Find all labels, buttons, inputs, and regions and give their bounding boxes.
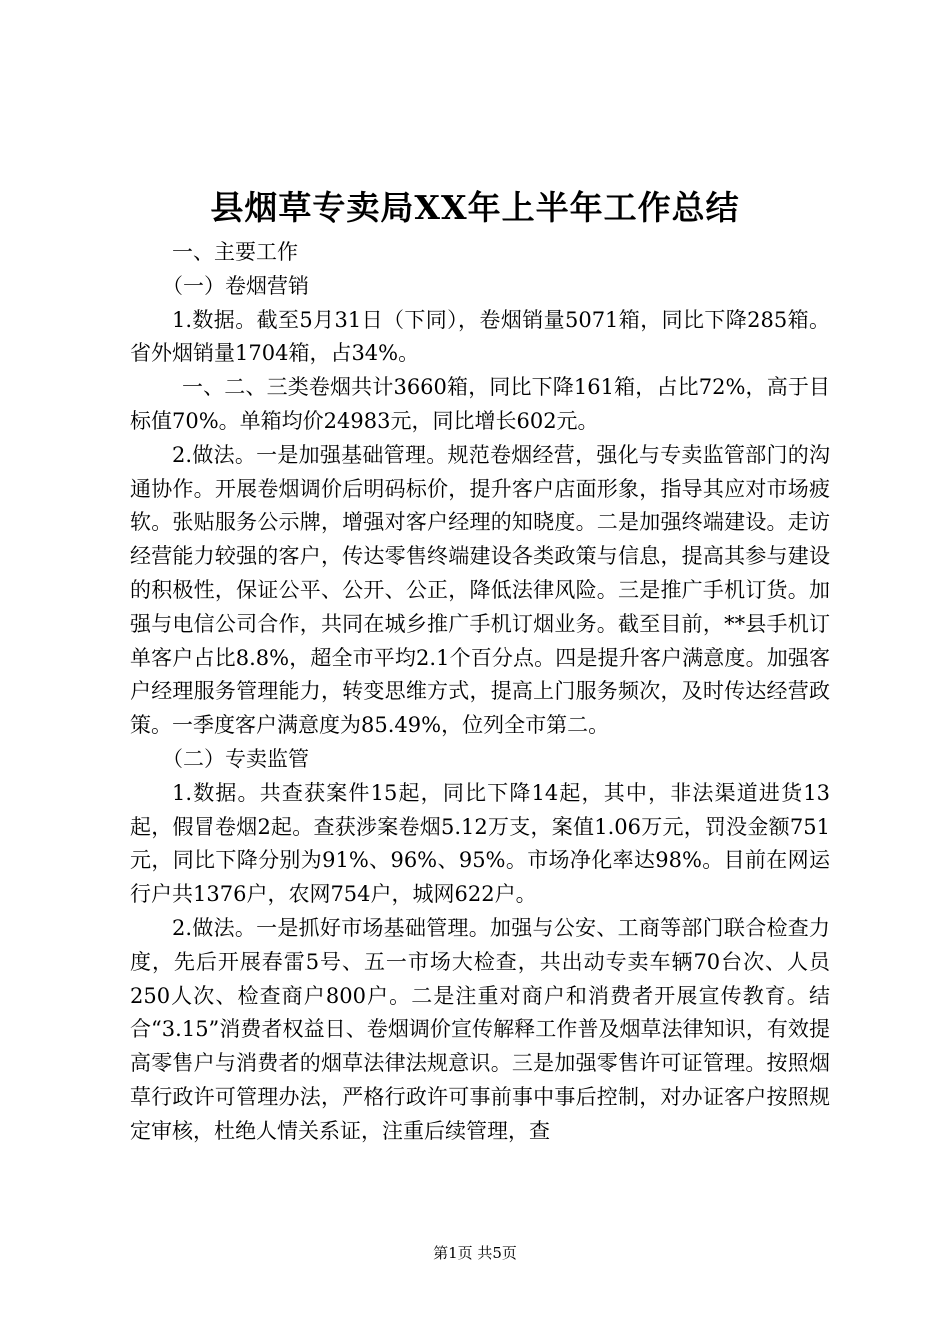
paragraph: 1.数据。截至5月31日（下同），卷烟销量5071箱，同比下降285箱。省外烟销量1704箱，占34%。: [130, 307, 830, 366]
paragraph: 一、二、三类卷烟共计3660箱，同比下降161箱，占比72%，高于目标值70%。单箱均价24983元，同比增长602元。: [130, 375, 830, 433]
paragraph: 2.做法。一是加强基础管理。规范卷烟经营，强化与专卖监管部门的沟通协作。开展卷烟调价后明码标价，提升客户店面形象，指导其应对市场疲软。张贴服务公示牌，增强对客户经理的知晓度。二是加强终端建设。走访经营能力较强的客户，传达零售终端建设各类政策与信息，提高其参与建设的积极性，保证公平、公开、公正，降低法律风险。三是推广手机订货。加强与电信公司合作，共同在城乡推广手机订烟业务。截至目前，**县手机订单客户占比8.8%，超全市平均2.1个百分点。四是提升客户满意度。加强客户经理服务管理能力，转变思维方式，提高上门服务频次，及时传达经营政策。一季度客户满意度为85.49%，位列全市第二。: [130, 442, 830, 738]
subsection-heading: （一）卷烟营销: [162, 273, 309, 298]
document-title: 县烟草专卖局XX年上半年工作总结: [210, 188, 740, 227]
section-heading: 一、主要工作: [172, 240, 298, 264]
page-footer: 第1页 共5页: [433, 1244, 517, 1262]
subsection-heading: （二）专卖监管: [162, 746, 309, 771]
paragraph: 1.数据。共查获案件15起，同比下降14起，其中，非法渠道进货13起，假冒卷烟2起。查获涉案卷烟5.12万支，案值1.06万元，罚没金额751元，同比下降分别为91%、96%、95%。市场净化率达98%。目前在网运行户共1376户，农网754户，城网622户。: [130, 780, 830, 907]
document-body: [130, 236, 830, 1149]
paragraph: 2.做法。一是抓好市场基础管理。加强与公安、工商等部门联合检查力度，先后开展春雷5号、五一市场大检查，共出动专卖车辆70台次、人员250人次、检查商户800户。二是注重对商户和消费者开展宣传教育。结合“3.15”消费者权益日、卷烟调价宣传解释工作普及烟草法律知识，有效提高零售户与消费者的烟草法律法规意识。三是加强零售许可证管理。按照烟草行政许可管理办法，严格行政许可事前事中事后控制，对办证客户按照规定审核，杜绝人情关系证，注重后续管理，查: [130, 915, 830, 1143]
